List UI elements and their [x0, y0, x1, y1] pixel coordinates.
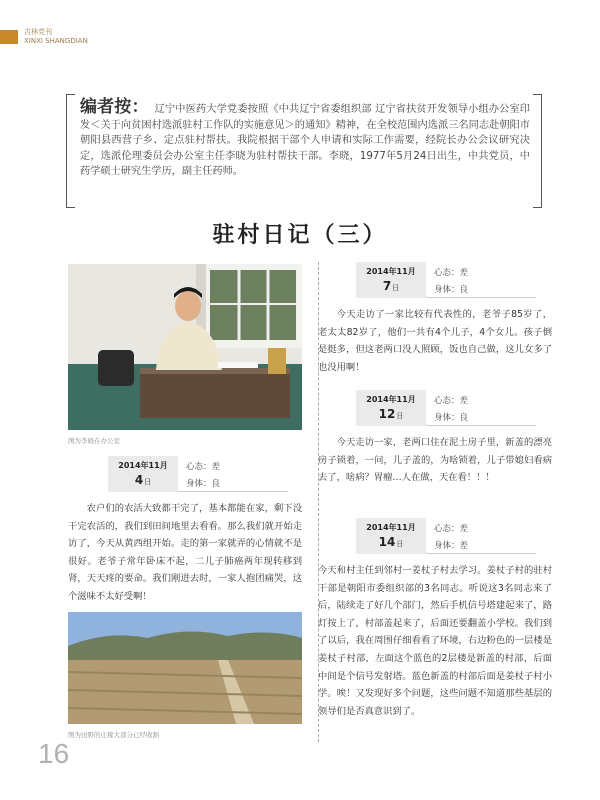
header-rule — [178, 491, 288, 492]
date-day — [356, 279, 426, 293]
date-day-suffix: 日 — [396, 412, 404, 420]
diary-entry-header — [356, 518, 536, 554]
date-year-month: 2014年11月 — [366, 267, 416, 276]
editor-note-box — [66, 94, 542, 208]
diary-entry-text: 今天走访一家，老两口住在泥土房子里，新盖的漂亮房子锁着，一问，儿子盖的，为啥锁着，儿子带媳妇看病去了，啥病？胃瘤…人在做，天在看！！！ — [318, 437, 552, 484]
date-day — [356, 535, 426, 549]
running-header-subtitle: XINXI SHANGDIAN — [24, 37, 88, 45]
editor-note — [80, 97, 530, 180]
field-photo — [68, 612, 302, 724]
date-box — [356, 262, 426, 298]
editor-note-bracket-right — [533, 94, 542, 208]
page-number: 16 — [38, 738, 70, 769]
header-rule — [426, 425, 536, 426]
date-day — [356, 407, 426, 421]
diary-entry-header — [108, 456, 288, 492]
diary-entry-text: 今天走访了一家比较有代表性的，老爷子85岁了，老太太82岁了，他们一共有4个儿子，4个女儿。孩子倒是挺多，但这老两口没人照顾，饭也自己做，这儿女多了也没用啊！ — [318, 309, 552, 373]
header-rule — [426, 553, 536, 554]
health-label: 身体：良 — [186, 479, 221, 489]
date-day-number: 4 — [134, 473, 144, 487]
running-header — [24, 28, 88, 46]
date-day-number: 14 — [378, 535, 396, 549]
health-label: 身体：良 — [434, 285, 469, 295]
date-year-month: 2014年11月 — [118, 461, 168, 470]
header-rule — [426, 297, 536, 298]
diary-entry-text: 今天和村主任到邻村一姜杖子村去学习。姜杖子村的驻村干部是朝阳市委组织部的3名同志。听说这3名同志来了后，陆续走了好几个部门，然后手机信号塔建起来了，路灯按上了，村部盖起来了，后面还要翻盖小学校。我们到了以后，我在周围仔细看看了环境，右边粉色的一层楼是姜杖子村部，左面这个蓝色的2层楼是新盖的村部，后面中间是个信号发射塔。蓝色新盖的村部后面是姜杖子村小学。唉！又发现好多个问题，这些问题不知道那些基层的领导们是否真意识到了。 — [318, 565, 552, 717]
health-label: 身体：良 — [434, 413, 469, 423]
date-box — [356, 518, 426, 554]
field-photo-caption: 图为田野的庄稼大部分已经收割 — [68, 731, 159, 739]
editor-note-label: 编者按： — [80, 97, 149, 117]
date-day-number: 7 — [382, 279, 392, 293]
health-label: 身体：差 — [434, 541, 469, 551]
diary-entry-header — [356, 262, 536, 298]
date-day-number: 12 — [378, 407, 396, 421]
mood-label: 心态：差 — [434, 268, 469, 278]
running-header-title: 吉林党刊 — [24, 28, 52, 36]
office-photo-caption: 图为李晓在办公室 — [68, 437, 120, 445]
date-box — [356, 390, 426, 426]
diary-entry-header — [356, 390, 536, 426]
date-day-suffix: 日 — [392, 284, 400, 292]
mood-label: 心态：差 — [186, 462, 221, 472]
editor-note-text: 辽宁中医药大学党委按照《中共辽宁省委组织部 辽宁省扶贫开发领导小组办公室印发＜关于向贫困村选派驻村工作队的实施意见＞的通知》精神，在全校范围内选派三名同志赴朝阳市朝阳县西营子乡、定点驻村帮扶。我院根据干部个人申请和实际工作需要，经院长办公会议研究决定，选派伦理委员会办公室主任李晓为驻村帮扶干部。李晓，1977年5月24日出生，中共党员，中药学硕士研究生学历，副主任药师。 — [80, 104, 530, 177]
header-accent-bar — [0, 30, 18, 44]
article-title: 驻村日记（三） — [212, 223, 388, 248]
mood-label: 心态：差 — [434, 396, 469, 406]
date-box — [108, 456, 178, 492]
date-day-suffix: 日 — [144, 478, 152, 486]
date-day-suffix: 日 — [396, 540, 404, 548]
date-year-month: 2014年11月 — [366, 523, 416, 532]
diary-entry-text: 农户们的农活大致都干完了，基本都能在家，剩下没干完农活的，我们到田间地里去看看。那么我们就开始走访了，今天从黄西组开始。走的第一家就弄的心情就不是很好。老爷子常年卧床不起，二儿子肺癌两年现转移到肾，天天疼的要命。我们刚进去时，一家人抱团痛哭，这个滋味不太好受啊！ — [68, 503, 302, 602]
date-year-month: 2014年11月 — [366, 395, 416, 404]
office-photo — [68, 264, 302, 430]
date-day — [108, 473, 178, 487]
editor-note-bracket-left — [66, 94, 75, 208]
mood-label: 心态：差 — [434, 524, 469, 534]
